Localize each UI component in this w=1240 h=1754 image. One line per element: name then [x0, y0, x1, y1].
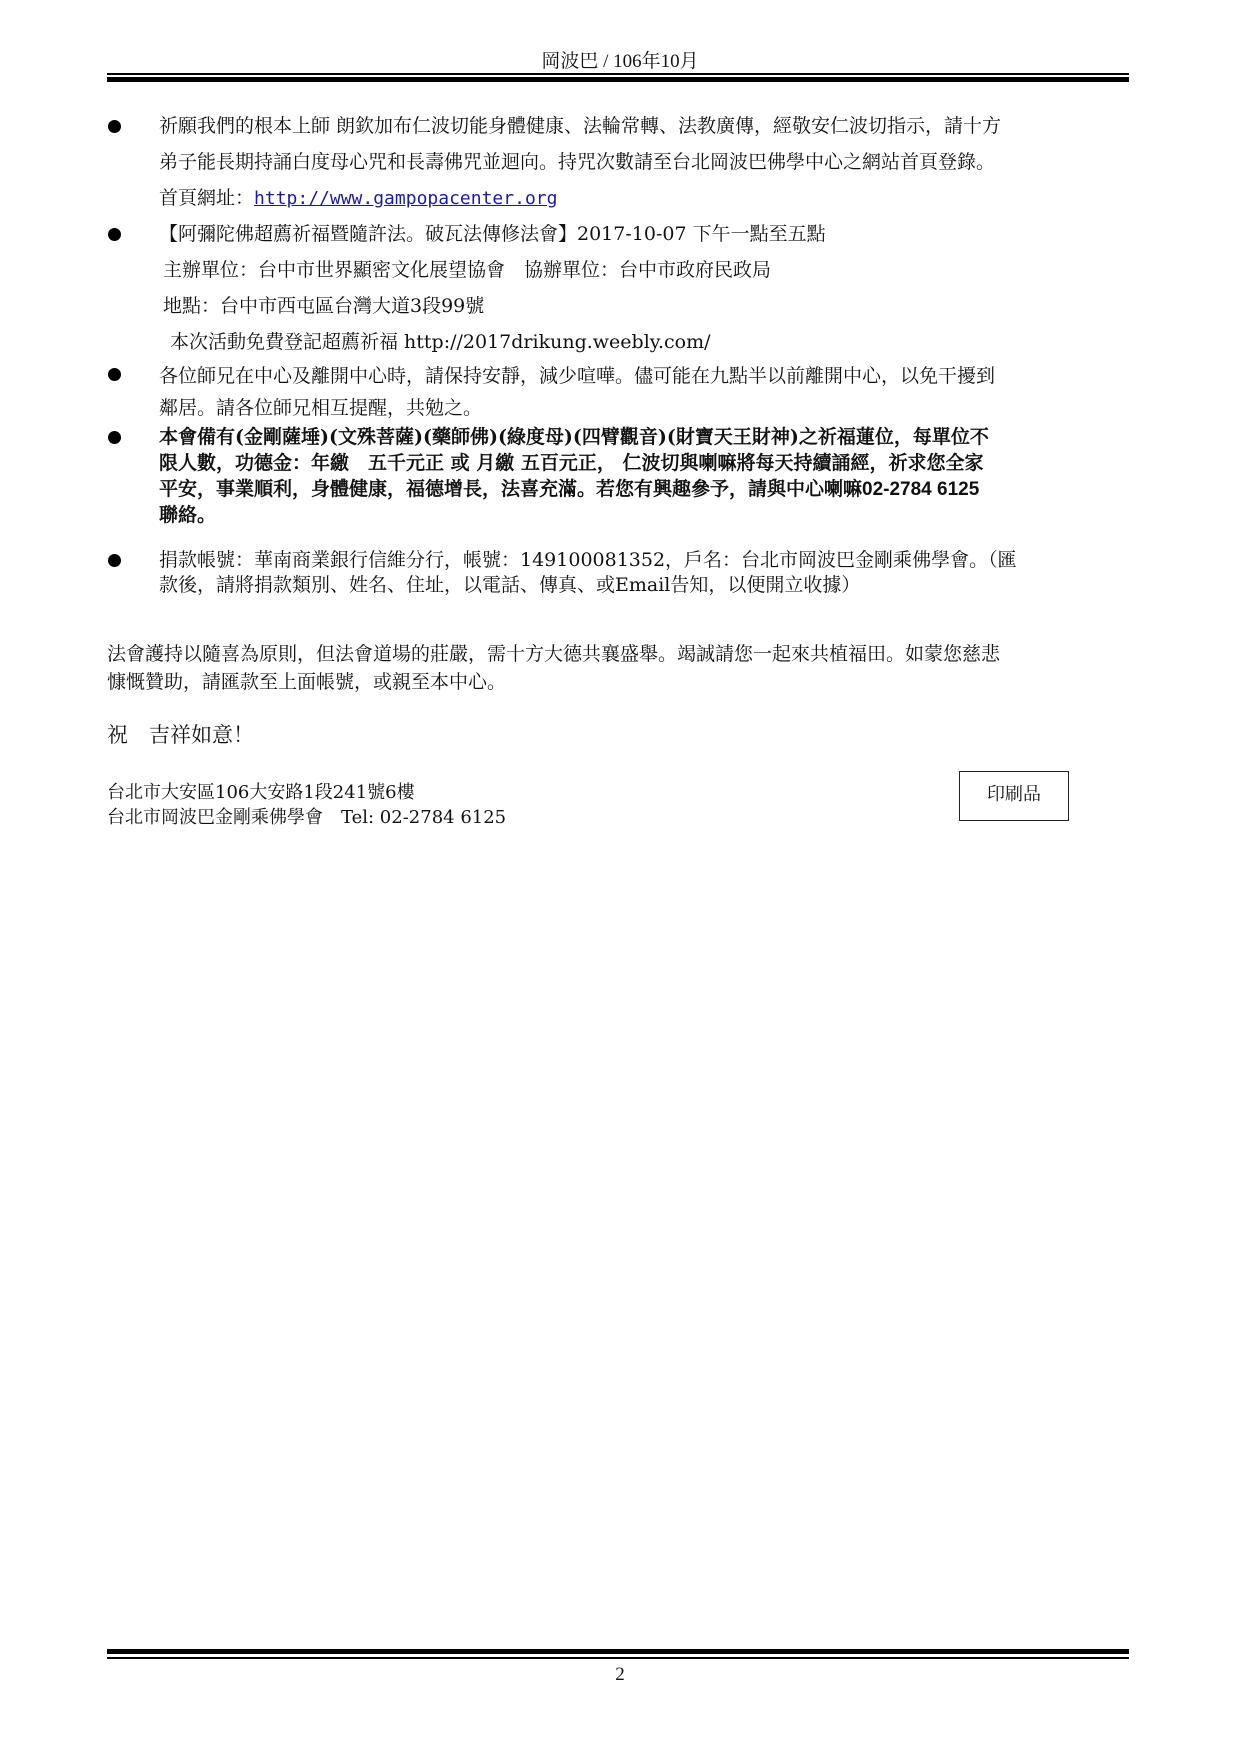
homepage-line — [159, 180, 1167, 216]
lotus-line-2: 限人數，功德金：年繳 五千元正 或 月繳 五百元正， 仁波切與喇嘛將每天持續誦經，祈求您全家 — [159, 452, 984, 474]
lotus-line-4: 聯絡。 — [159, 504, 217, 526]
list-item-quiet-notice — [107, 360, 1167, 424]
header-rule-thin — [107, 73, 1129, 75]
assembly-title: 【阿彌陀佛超薦祈福暨隨許法。破瓦法傳修法會】2017-10-07 下午一點至五點 — [159, 223, 826, 245]
footer-rule-thick — [107, 1649, 1129, 1654]
address-line: 台北市大安區106大安路1段241號6樓 — [107, 782, 415, 803]
bullet-dot-icon — [108, 228, 121, 241]
closing-line-2: 慷慨贊助，請匯款至上面帳號，或親至本中心。 — [107, 671, 507, 693]
list-item-donation-account — [107, 548, 1167, 604]
donation-line-1: 捐款帳號：華南商業銀行信維分行，帳號：149100081352，戶名：台北市岡波巴金剛乘佛學會。（匯 — [159, 549, 1017, 571]
announcement-list — [107, 108, 1167, 604]
homepage-link[interactable]: http://www.gampopacenter.org — [254, 188, 558, 209]
org-tel-line: 台北市岡波巴金剛乘佛學會 Tel: 02-2784 6125 — [107, 807, 507, 828]
bullet-dot-icon — [108, 120, 121, 133]
blessing-text: 祝 吉祥如意！ — [107, 723, 254, 747]
bullet-dot-icon — [108, 368, 121, 381]
closing-paragraph — [107, 640, 1167, 696]
closing-line-1: 法會護持以隨喜為原則，但法會道場的莊嚴，需十方大德共襄盛舉。竭誠請您一起來共植福田。如蒙您慈悲 — [107, 643, 1001, 665]
quiet-line-1: 各位師兄在中心及離開中心時，請保持安靜，減少喧嘩。儘可能在九點半以前離開中心，以免干擾到 — [159, 365, 996, 387]
printed-matter-box: 印刷品 — [959, 771, 1069, 821]
header-rule-thick — [107, 77, 1129, 82]
homepage-label: 首頁網址： — [159, 187, 255, 209]
quiet-line-2: 鄰居。請各位師兄相互提醒，共勉之。 — [159, 397, 483, 419]
bullet-dot-icon — [108, 554, 121, 567]
lotus-line-3-text: 平安，事業順利，身體健康，福德增長，法喜充滿。若您有興趣參予，請與中心喇嘛 — [159, 478, 863, 500]
blessing — [107, 718, 1167, 752]
lotus-line-1: 本會備有(金剛薩埵)(文殊菩薩)(藥師佛)(綠度母)(四臂觀音)(財寶天王財神)之祈福蓮位，每單位不 — [159, 426, 989, 448]
prayer-line-2: 弟子能長期持誦白度母心咒和長壽佛咒並迴向。持咒次數請至台北岡波巴佛學中心之網站首頁登錄。 — [159, 151, 996, 173]
page-number: 2 — [615, 1664, 625, 1685]
prayer-line-1: 祈願我們的根本上師 朗欽加布仁波切能身體健康、法輪常轉、法教廣傳，經敬安仁波切指示，請十方 — [159, 115, 1002, 137]
bullet-dot-icon — [108, 431, 121, 444]
donation-line-2: 款後，請將捐款類別、姓名、住址，以電話、傳真、或Email告知，以便開立收據） — [159, 574, 861, 596]
footer-rule-thin — [107, 1657, 1129, 1659]
assembly-organizers: 主辦單位：台中市世界顯密文化展望協會 協辦單位：台中市政府民政局 — [163, 259, 772, 281]
assembly-location: 地點：台中市西屯區台灣大道3段99號 — [163, 295, 485, 317]
list-item-dharma-assembly — [107, 216, 1167, 360]
list-item-prayer — [107, 108, 1167, 216]
footer-address — [107, 780, 506, 830]
header-title: 岡波巴 / 106年10月 — [541, 51, 699, 72]
list-item-lotus-seats — [107, 424, 1167, 548]
lotus-line-3 — [159, 476, 1167, 502]
assembly-registration: 本次活動免費登記超薦祈福 http://2017drikung.weebly.com/ — [170, 331, 711, 353]
center-phone: 02-2784 6125 — [862, 479, 980, 500]
